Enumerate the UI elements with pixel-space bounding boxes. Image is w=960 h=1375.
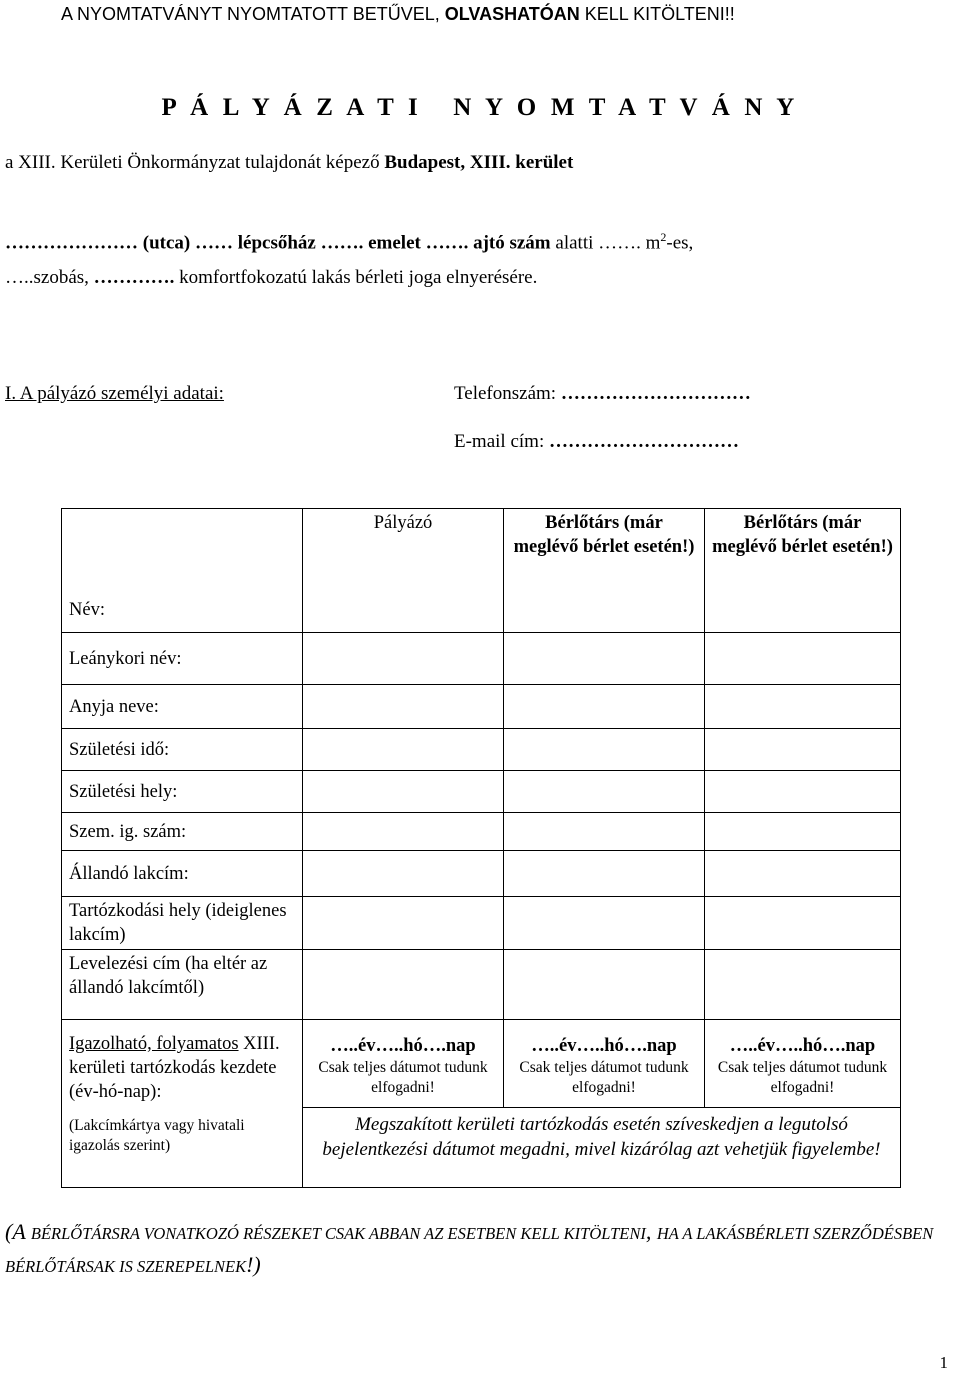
column-header: Bérlőtárs (már meglévő bérlet esetén!) — [712, 513, 893, 557]
email-field[interactable]: ………………………… — [548, 431, 739, 452]
label-cell — [62, 729, 303, 771]
input-cell[interactable] — [504, 813, 705, 851]
input-cell[interactable] — [303, 633, 504, 685]
date-format: …..év…..hó….nap — [330, 1036, 476, 1056]
floor-label: emelet — [363, 232, 426, 254]
table-row — [62, 633, 901, 685]
fill-instruction-emphasis: OLVASHATÓAN — [444, 4, 580, 24]
mailing-address-label: Levelezési cím (ha eltér az állandó lakcímtől) — [69, 954, 268, 998]
label-cell — [62, 813, 303, 851]
interruption-note-cell — [303, 1108, 901, 1188]
residence-note: (Lakcímkártya vagy hivatali igazolás szerint) — [69, 1117, 245, 1154]
table-row — [62, 950, 901, 1020]
maiden-name-label: Leánykori név: — [69, 648, 182, 669]
rooms-line[interactable] — [5, 267, 537, 289]
column-header: Pályázó — [373, 513, 433, 533]
residence-label: XIII. kerületi tartózkodás kezdete (év-hó-nap): — [69, 1034, 280, 1102]
label-cell — [62, 771, 303, 813]
phone-label: Telefonszám: — [454, 383, 561, 404]
label-cell — [62, 851, 303, 897]
input-cell[interactable] — [504, 851, 705, 897]
column-header: Bérlőtárs (már meglévő bérlet esetén!) — [513, 513, 695, 557]
permanent-address-label: Állandó lakcím: — [69, 863, 189, 884]
birth-date-label: Születési idő: — [69, 739, 170, 760]
warning-close: !) — [246, 1252, 261, 1277]
fill-instruction-part2: KELL KITÖLTENI!! — [579, 4, 735, 24]
input-cell[interactable] — [303, 685, 504, 729]
phone-field[interactable]: ………………………… — [560, 383, 751, 404]
residence-date-cotenant-2[interactable] — [705, 1020, 901, 1108]
residence-date-cotenant-1[interactable] — [504, 1020, 705, 1108]
id-number-label: Szem. ig. szám: — [69, 821, 187, 842]
date-note: Csak teljes dátumot tudunk elfogadni! — [519, 1059, 689, 1096]
input-cell[interactable] — [504, 633, 705, 685]
date-format: …..év…..hó….nap — [531, 1036, 677, 1056]
table-row — [62, 729, 901, 771]
residence-label-cell — [62, 1020, 303, 1188]
input-cell[interactable] — [705, 950, 901, 1020]
interruption-note: Megszakított kerületi tartózkodás esetén szíveskedjen a legutolsó bejelentkezési dátumot megadni, mivel kizárólag azt vehetjük figyelembe! — [322, 1114, 881, 1160]
input-cell[interactable] — [303, 771, 504, 813]
table-row — [62, 771, 901, 813]
input-cell[interactable] — [705, 729, 901, 771]
label-cell — [62, 509, 303, 633]
floor-dots[interactable]: ……. — [320, 232, 364, 254]
table-row-residence — [62, 1020, 901, 1108]
header-cotenant-2[interactable] — [705, 509, 901, 633]
residence-date-applicant[interactable] — [303, 1020, 504, 1108]
date-note: Csak teljes dátumot tudunk elfogadni! — [318, 1059, 488, 1096]
comfort-dots[interactable]: …………. — [93, 267, 175, 288]
personal-data-table — [61, 508, 901, 1188]
mother-name-label: Anyja neve: — [69, 696, 159, 717]
warning-comma: , — [645, 1219, 657, 1244]
intro-text: a XIII. Kerületi Önkormányzat tulajdonát képező — [5, 152, 385, 173]
input-cell[interactable] — [303, 851, 504, 897]
unit-es: -es, — [666, 232, 694, 254]
date-format: …..év…..hó….nap — [729, 1036, 876, 1056]
name-label: Név: — [69, 600, 105, 620]
page-number: 1 — [939, 1353, 948, 1372]
header-applicant[interactable] — [303, 509, 504, 633]
street-dots[interactable]: ………………… — [5, 232, 138, 254]
input-cell[interactable] — [303, 813, 504, 851]
unit-sup: 2 — [660, 230, 667, 244]
street-label: (utca) — [138, 232, 195, 254]
door-dots[interactable]: ……. — [425, 232, 469, 254]
phone-line[interactable] — [454, 383, 751, 405]
input-cell[interactable] — [504, 771, 705, 813]
label-cell — [62, 685, 303, 729]
temporary-address-label: Tartózkodási hely (ideiglenes lakcím) — [69, 901, 287, 945]
warning-text: BÉRLŐTÁRSRA VONATKOZÓ RÉSZEKET CSAK ABBAN AZ ESETBEN KELL KITÖLTENI — [30, 1224, 646, 1243]
input-cell[interactable] — [705, 685, 901, 729]
header-cotenant-1[interactable] — [504, 509, 705, 633]
input-cell[interactable] — [705, 771, 901, 813]
input-cell[interactable] — [705, 633, 901, 685]
table-row — [62, 897, 901, 950]
label-cell — [62, 633, 303, 685]
residence-label-underlined: Igazolható, folyamatos — [69, 1034, 239, 1054]
label-cell — [62, 897, 303, 950]
stair-label: lépcsőház — [232, 232, 321, 254]
warning-text-2: HA A LAKÁSBÉRLETI SZERZŐDÉSBEN BÉRLŐTÁRSAK IS SZEREPELNEK — [5, 1224, 934, 1276]
door-label: ajtó szám — [468, 232, 556, 254]
cotenant-warning — [5, 1216, 960, 1282]
input-cell[interactable] — [705, 813, 901, 851]
input-cell[interactable] — [705, 897, 901, 950]
email-line[interactable] — [454, 431, 739, 453]
input-cell[interactable] — [303, 950, 504, 1020]
warning-open: (A — [5, 1219, 31, 1244]
rooms-text-end: komfortfokozatú lakás bérleti joga elnyerésére. — [174, 267, 538, 288]
date-note: Csak teljes dátumot tudunk elfogadni! — [717, 1059, 888, 1096]
unit-m: m — [645, 232, 661, 254]
intro-address: Budapest, XIII. kerület — [384, 152, 574, 173]
intro-line — [5, 152, 573, 174]
rooms-text[interactable]: …..szobás, — [5, 267, 94, 288]
input-cell[interactable] — [303, 897, 504, 950]
section-heading: I. A pályázó személyi adatai: — [5, 383, 224, 404]
table-row — [62, 851, 901, 897]
email-label: E-mail cím: — [454, 431, 549, 452]
input-cell[interactable] — [504, 685, 705, 729]
input-cell[interactable] — [705, 851, 901, 897]
fill-instruction-part1: A NYOMTATVÁNYT NYOMTATOTT BETŰVEL, — [61, 4, 445, 24]
area-dots[interactable]: ……. — [598, 232, 646, 254]
address-line[interactable] — [5, 230, 693, 254]
table-row — [62, 813, 901, 851]
table-row — [62, 685, 901, 729]
input-cell[interactable] — [504, 897, 705, 950]
birth-place-label: Születési hely: — [69, 781, 178, 802]
label-cell — [62, 950, 303, 1020]
form-title: P Á L Y Á Z A T I N Y O M T A T V Á N Y — [161, 94, 799, 121]
input-cell[interactable] — [303, 729, 504, 771]
table-row-name — [62, 509, 901, 633]
fill-instruction — [61, 4, 735, 25]
alatti-label: alatti — [555, 232, 599, 254]
input-cell[interactable] — [504, 950, 705, 1020]
stair-dots[interactable]: …… — [194, 232, 233, 254]
input-cell[interactable] — [504, 729, 705, 771]
